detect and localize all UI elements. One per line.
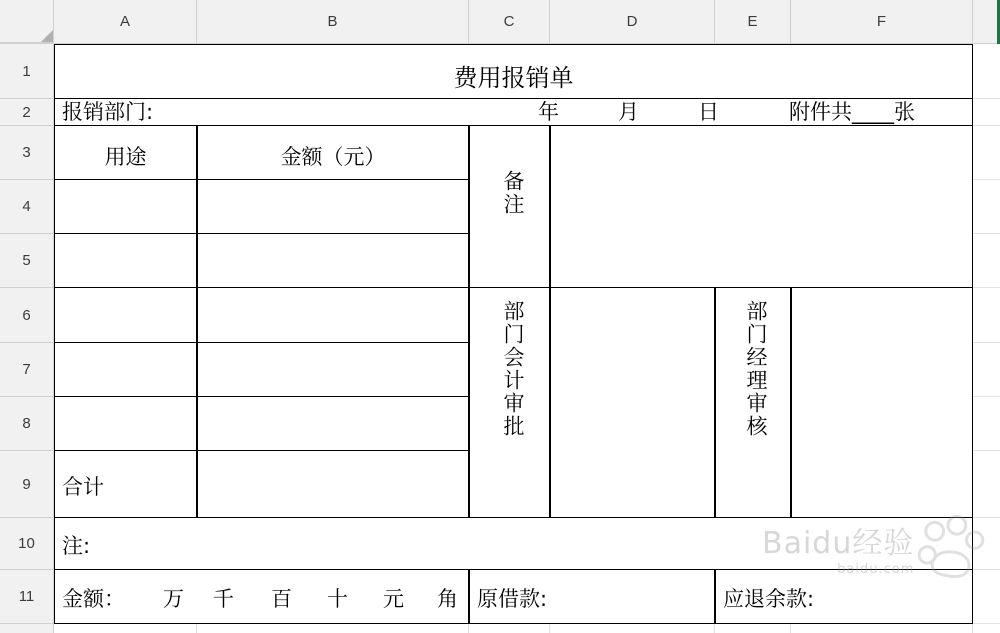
form-note-cell[interactable]: [54, 517, 973, 570]
column-header-c[interactable]: C: [469, 0, 550, 43]
total-label: 合计: [62, 475, 104, 499]
select-all-corner[interactable]: [0, 0, 54, 43]
form-purpose-row[interactable]: [54, 287, 197, 343]
form-purpose-row[interactable]: [54, 342, 197, 397]
department-label: 报销部门:: [62, 100, 154, 124]
manager-review-label: 部门经理审核: [744, 300, 768, 438]
column-header-b[interactable]: B: [197, 0, 469, 43]
form-purpose-row[interactable]: [54, 179, 197, 234]
column-header-a[interactable]: A: [54, 0, 197, 43]
row-header-7[interactable]: 7: [0, 343, 53, 397]
row-header-2[interactable]: 2: [0, 99, 53, 126]
amount-unit-shi: 十: [327, 587, 348, 611]
form-title: 费用报销单: [453, 64, 574, 92]
row-header-4[interactable]: 4: [0, 180, 53, 234]
refund-due-label: 应退余款:: [723, 587, 815, 611]
row-header-6[interactable]: 6: [0, 288, 53, 343]
amount-unit-qian: 千: [213, 587, 234, 611]
form-amount-row[interactable]: [197, 342, 469, 397]
form-remark-content[interactable]: [550, 125, 973, 288]
amount-unit-wan: 万: [163, 587, 184, 611]
amount-label: 金额：: [62, 587, 125, 611]
form-manager-review-content[interactable]: [791, 287, 973, 518]
row-header-5[interactable]: 5: [0, 234, 53, 288]
row-header-10[interactable]: 10: [0, 518, 53, 570]
amount-header-label: 金额（元）: [280, 145, 386, 169]
form-amount-row[interactable]: [197, 179, 469, 234]
form-accounting-approval-content[interactable]: [550, 287, 715, 518]
row-header-8[interactable]: 8: [0, 397, 53, 451]
row-header-11[interactable]: 11: [0, 570, 53, 624]
form-purpose-row[interactable]: [54, 396, 197, 451]
attachment-label: 附件共____张: [789, 100, 915, 124]
row-header-9[interactable]: 9: [0, 451, 53, 518]
row-header-3[interactable]: 3: [0, 126, 53, 180]
form-amount-row[interactable]: [197, 396, 469, 451]
amount-unit-jiao: 角: [437, 587, 458, 611]
amount-unit-bai: 百: [271, 587, 292, 611]
accounting-approval-label: 部门会计审批: [501, 300, 525, 438]
amount-unit-yuan: 元: [383, 587, 404, 611]
date-month: 月: [618, 100, 639, 124]
form-amount-row[interactable]: [197, 233, 469, 288]
purpose-header-label: 用途: [104, 145, 147, 169]
remark-label: 备注: [501, 170, 525, 216]
row-header-1[interactable]: 1: [0, 44, 53, 99]
original-loan-label: 原借款:: [477, 587, 548, 611]
form-total-amount-cell[interactable]: [197, 450, 469, 518]
column-header-e[interactable]: E: [715, 0, 791, 43]
date-year: 年: [538, 100, 559, 124]
watermark-text: Baidu经验: [762, 526, 915, 561]
watermark-sub: baidu.com: [837, 562, 915, 577]
note-label: 注:: [62, 534, 91, 558]
column-header-f[interactable]: F: [791, 0, 973, 43]
form-amount-row[interactable]: [197, 287, 469, 343]
column-header-d[interactable]: D: [550, 0, 715, 43]
date-day: 日: [698, 100, 719, 124]
form-purpose-row[interactable]: [54, 233, 197, 288]
